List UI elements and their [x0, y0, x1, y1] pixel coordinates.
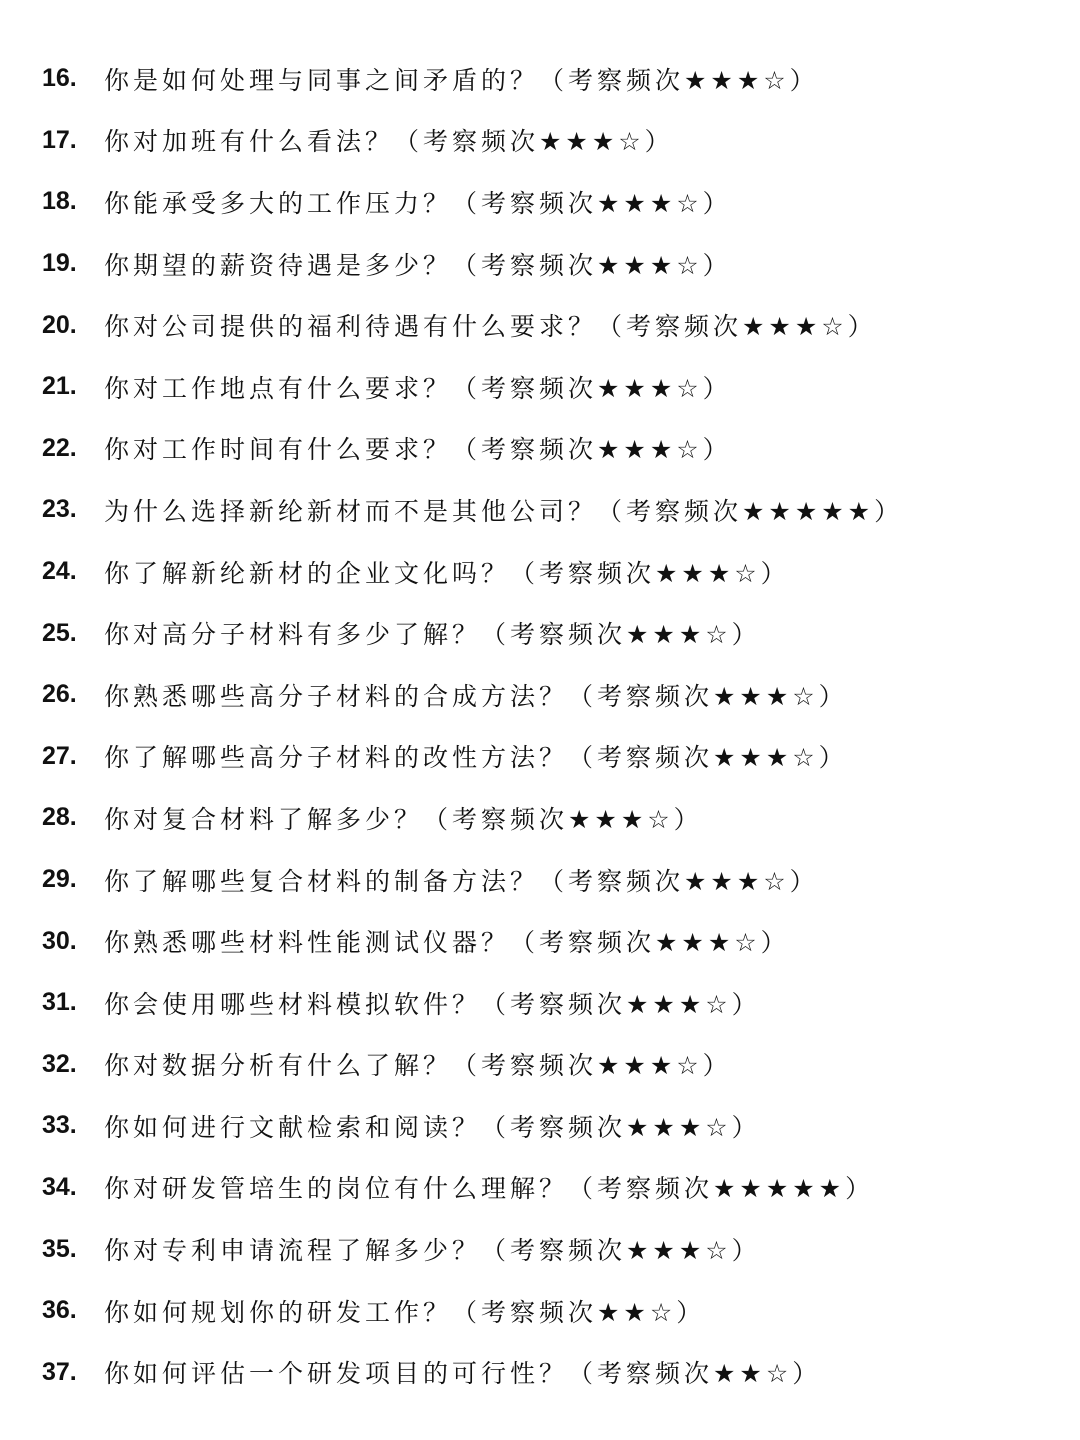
question-row	[42, 171, 1042, 233]
question-text: 你期望的薪资待遇是多少？（考察频次★★★☆）	[104, 250, 732, 280]
question-row	[42, 1034, 1042, 1096]
question-text: 你是如何处理与同事之间矛盾的？（考察频次★★★☆）	[104, 65, 819, 95]
question-text: 你对高分子材料有多少了解？（考察频次★★★☆）	[104, 620, 761, 650]
question-row	[42, 1280, 1042, 1342]
question-row	[42, 787, 1042, 849]
question-number: 16.	[42, 64, 77, 93]
question-row	[42, 233, 1042, 295]
question-row	[42, 479, 1042, 541]
question-number: 28.	[42, 803, 77, 832]
question-number: 24.	[42, 557, 77, 586]
question-number: 25.	[42, 618, 77, 647]
question-text: 你能承受多大的工作压力？（考察频次★★★☆）	[104, 188, 732, 218]
question-row	[42, 356, 1042, 418]
question-number: 34.	[42, 1172, 77, 1201]
question-number: 18.	[42, 187, 77, 216]
question-text: 你了解哪些复合材料的制备方法？（考察频次★★★☆）	[104, 866, 819, 896]
question-number: 21.	[42, 372, 77, 401]
question-number: 37.	[42, 1357, 77, 1386]
question-row	[42, 1341, 1042, 1403]
question-text: 你如何进行文献检索和阅读？（考察频次★★★☆）	[104, 1112, 761, 1142]
question-row	[42, 910, 1042, 972]
question-number: 23.	[42, 495, 77, 524]
question-number: 32.	[42, 1049, 77, 1078]
question-row	[42, 294, 1042, 356]
question-row	[42, 1157, 1042, 1219]
question-row	[42, 602, 1042, 664]
question-text: 为什么选择新纶新材而不是其他公司？（考察频次★★★★★）	[104, 496, 904, 526]
question-row	[42, 418, 1042, 480]
question-number: 20.	[42, 310, 77, 339]
question-text: 你熟悉哪些高分子材料的合成方法？（考察频次★★★☆）	[104, 681, 848, 711]
question-text: 你了解新纶新材的企业文化吗？（考察频次★★★☆）	[104, 558, 790, 588]
question-row	[42, 726, 1042, 788]
question-number: 31.	[42, 988, 77, 1017]
question-text: 你会使用哪些材料模拟软件？（考察频次★★★☆）	[104, 989, 761, 1019]
question-number: 22.	[42, 433, 77, 462]
question-row	[42, 110, 1042, 172]
question-text: 你了解哪些高分子材料的改性方法？（考察频次★★★☆）	[104, 743, 848, 773]
question-text: 你熟悉哪些材料性能测试仪器？（考察频次★★★☆）	[104, 928, 790, 958]
question-text: 你对专利申请流程了解多少？（考察频次★★★☆）	[104, 1236, 761, 1266]
question-number: 29.	[42, 865, 77, 894]
question-row	[42, 972, 1042, 1034]
question-row	[42, 1218, 1042, 1280]
question-list	[42, 48, 1042, 1403]
question-row	[42, 1095, 1042, 1157]
question-number: 19.	[42, 249, 77, 278]
question-number: 33.	[42, 1111, 77, 1140]
question-text: 你如何规划你的研发工作？（考察频次★★☆）	[104, 1297, 706, 1327]
question-text: 你对公司提供的福利待遇有什么要求？（考察频次★★★☆）	[104, 312, 877, 342]
question-number: 17.	[42, 125, 77, 154]
question-row	[42, 48, 1042, 110]
question-row	[42, 541, 1042, 603]
question-row	[42, 664, 1042, 726]
question-text: 你如何评估一个研发项目的可行性？（考察频次★★☆）	[104, 1359, 822, 1389]
question-text: 你对复合材料了解多少？（考察频次★★★☆）	[104, 804, 703, 834]
question-text: 你对工作地点有什么要求？（考察频次★★★☆）	[104, 373, 732, 403]
question-number: 26.	[42, 680, 77, 709]
question-text: 你对工作时间有什么要求？（考察频次★★★☆）	[104, 435, 732, 465]
question-number: 35.	[42, 1234, 77, 1263]
question-text: 你对研发管培生的岗位有什么理解？（考察频次★★★★★）	[104, 1174, 875, 1204]
question-number: 30.	[42, 926, 77, 955]
question-row	[42, 849, 1042, 911]
question-number: 36.	[42, 1296, 77, 1325]
question-text: 你对加班有什么看法？（考察频次★★★☆）	[104, 127, 674, 157]
question-number: 27.	[42, 741, 77, 770]
question-text: 你对数据分析有什么了解？（考察频次★★★☆）	[104, 1051, 732, 1081]
